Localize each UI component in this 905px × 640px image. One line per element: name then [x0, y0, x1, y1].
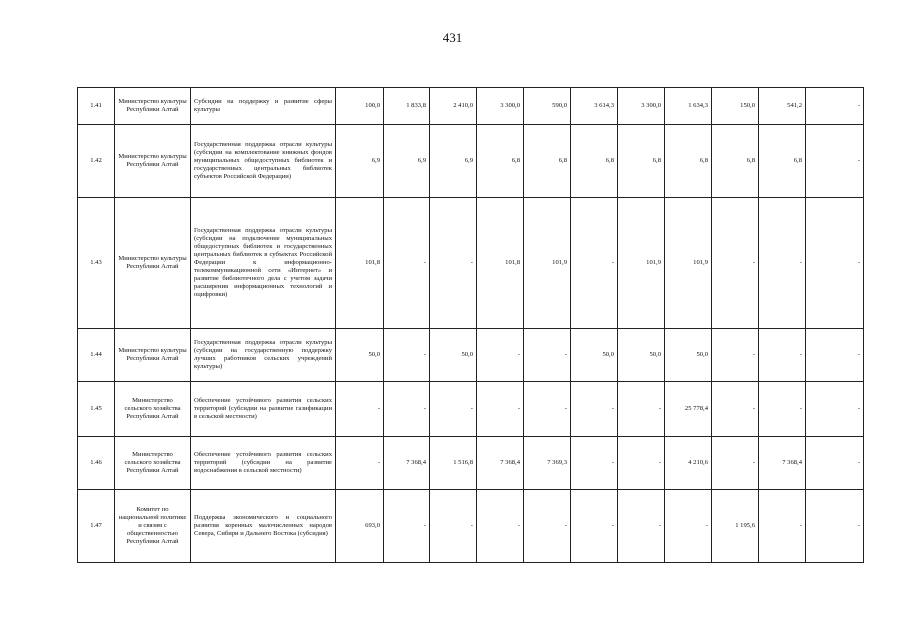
value-cell: 50,0: [618, 329, 665, 382]
value-cell: -: [477, 382, 524, 437]
value-cell: 101,9: [618, 198, 665, 329]
row-number: 1.46: [78, 437, 115, 490]
budget-table: [77, 87, 864, 563]
value-cell: 7 368,4: [384, 437, 430, 490]
value-cell: -: [524, 382, 571, 437]
measure-description: Государственная поддержка отрасли культуры (субсидии на комплектование книжных фондов муниципальных общедоступных библиотек и государственных центральных библиотек субъектов Российской Федерации): [191, 125, 336, 198]
value-cell: 50,0: [665, 329, 712, 382]
measure-description: Поддержка экономического и социального развития коренных малочисленных народов Севера, Сибири и Дальнего Востока (субсидия): [191, 490, 336, 563]
value-cell: 590,0: [524, 88, 571, 125]
value-cell: 6,8: [524, 125, 571, 198]
value-cell: 6,9: [336, 125, 384, 198]
value-cell: -: [524, 490, 571, 563]
value-cell: 6,8: [712, 125, 759, 198]
value-cell: 7 369,3: [524, 437, 571, 490]
page-number: 431: [442, 30, 463, 45]
value-cell: -: [759, 382, 806, 437]
value-cell: -: [712, 329, 759, 382]
value-cell: 541,2: [759, 88, 806, 125]
value-cell: -: [665, 490, 712, 563]
responsible-organization: Комитет по национальной политике и связям с общественностью Республики Алтай: [115, 490, 191, 563]
value-cell: 1 833,8: [384, 88, 430, 125]
row-number: 1.44: [78, 329, 115, 382]
value-cell: 693,0: [336, 490, 384, 563]
value-cell: 4 210,6: [665, 437, 712, 490]
value-cell: 50,0: [571, 329, 618, 382]
row-number: 1.47: [78, 490, 115, 563]
value-cell: -: [806, 88, 864, 125]
value-cell: 6,8: [665, 125, 712, 198]
value-cell: 50,0: [336, 329, 384, 382]
measure-description: Обеспечение устойчивого развития сельских территорий (субсидии на развитие газификации в сельской местности): [191, 382, 336, 437]
value-cell: -: [618, 490, 665, 563]
measure-description: Государственная поддержка отрасли культуры (субсидии на подключение муниципальных общедоступных библиотек и государственных центральных библиотек в субъектах Российской Федерации к информационно-телекоммуникационной сети «Интернет» и развитие библиотечного дела с учетом задачи расширения информационных технологий и оцифровки): [191, 198, 336, 329]
responsible-organization: Министерство культуры Республики Алтай: [115, 88, 191, 125]
value-cell: 3 614,3: [571, 88, 618, 125]
measure-description: Субсидии на поддержку и развитие сферы культуры: [191, 88, 336, 125]
table-row: [78, 88, 864, 125]
row-number: 1.42: [78, 125, 115, 198]
measure-description: Обеспечение устойчивого развития сельских территорий (субсидии на развитие водоснабжения в сельской местности): [191, 437, 336, 490]
value-cell: -: [712, 437, 759, 490]
value-cell: 6,8: [618, 125, 665, 198]
row-number: 1.41: [78, 88, 115, 125]
value-cell: 6,8: [759, 125, 806, 198]
value-cell: 2 410,0: [430, 88, 477, 125]
value-cell: -: [806, 437, 864, 490]
value-cell: -: [571, 490, 618, 563]
value-cell: -: [384, 329, 430, 382]
value-cell: -: [477, 490, 524, 563]
value-cell: 6,8: [477, 125, 524, 198]
value-cell: 101,8: [477, 198, 524, 329]
value-cell: 7 368,4: [477, 437, 524, 490]
value-cell: 50,0: [430, 329, 477, 382]
table-row: [78, 437, 864, 490]
value-cell: -: [759, 198, 806, 329]
row-number: 1.45: [78, 382, 115, 437]
value-cell: 6,9: [384, 125, 430, 198]
measure-description: Государственная поддержка отрасли культуры (субсидии на государственную поддержку лучших работников сельских учреждений культуры): [191, 329, 336, 382]
table-body: [78, 88, 864, 563]
value-cell: -: [384, 382, 430, 437]
value-cell: 100,0: [336, 88, 384, 125]
value-cell: 25 778,4: [665, 382, 712, 437]
value-cell: 1 516,8: [430, 437, 477, 490]
responsible-organization: Министерство сельского хозяйства Республики Алтай: [115, 382, 191, 437]
value-cell: -: [384, 490, 430, 563]
value-cell: 6,8: [571, 125, 618, 198]
responsible-organization: Министерство культуры Республики Алтай: [115, 198, 191, 329]
value-cell: 6,9: [430, 125, 477, 198]
value-cell: -: [571, 437, 618, 490]
value-cell: -: [384, 198, 430, 329]
value-cell: -: [524, 329, 571, 382]
table-row: [78, 329, 864, 382]
value-cell: -: [571, 198, 618, 329]
value-cell: 3 300,0: [618, 88, 665, 125]
value-cell: -: [430, 198, 477, 329]
value-cell: -: [806, 382, 864, 437]
value-cell: -: [430, 382, 477, 437]
value-cell: -: [712, 382, 759, 437]
responsible-organization: Министерство сельского хозяйства Республики Алтай: [115, 437, 191, 490]
value-cell: -: [336, 437, 384, 490]
value-cell: -: [806, 490, 864, 563]
value-cell: -: [712, 198, 759, 329]
value-cell: 101,9: [524, 198, 571, 329]
value-cell: -: [477, 329, 524, 382]
value-cell: -: [618, 437, 665, 490]
responsible-organization: Министерство культуры Республики Алтай: [115, 125, 191, 198]
value-cell: -: [806, 125, 864, 198]
table-row: [78, 198, 864, 329]
value-cell: -: [571, 382, 618, 437]
value-cell: 3 300,0: [477, 88, 524, 125]
value-cell: 1 634,3: [665, 88, 712, 125]
responsible-organization: Министерство культуры Республики Алтай: [115, 329, 191, 382]
value-cell: 7 368,4: [759, 437, 806, 490]
table-row: [78, 382, 864, 437]
value-cell: -: [806, 329, 864, 382]
value-cell: 101,8: [336, 198, 384, 329]
value-cell: -: [430, 490, 477, 563]
value-cell: 150,0: [712, 88, 759, 125]
value-cell: 101,9: [665, 198, 712, 329]
value-cell: -: [618, 382, 665, 437]
table-row: [78, 125, 864, 198]
value-cell: -: [806, 198, 864, 329]
value-cell: -: [336, 382, 384, 437]
value-cell: -: [759, 490, 806, 563]
table-row: [78, 490, 864, 563]
value-cell: -: [759, 329, 806, 382]
value-cell: 1 195,6: [712, 490, 759, 563]
row-number: 1.43: [78, 198, 115, 329]
